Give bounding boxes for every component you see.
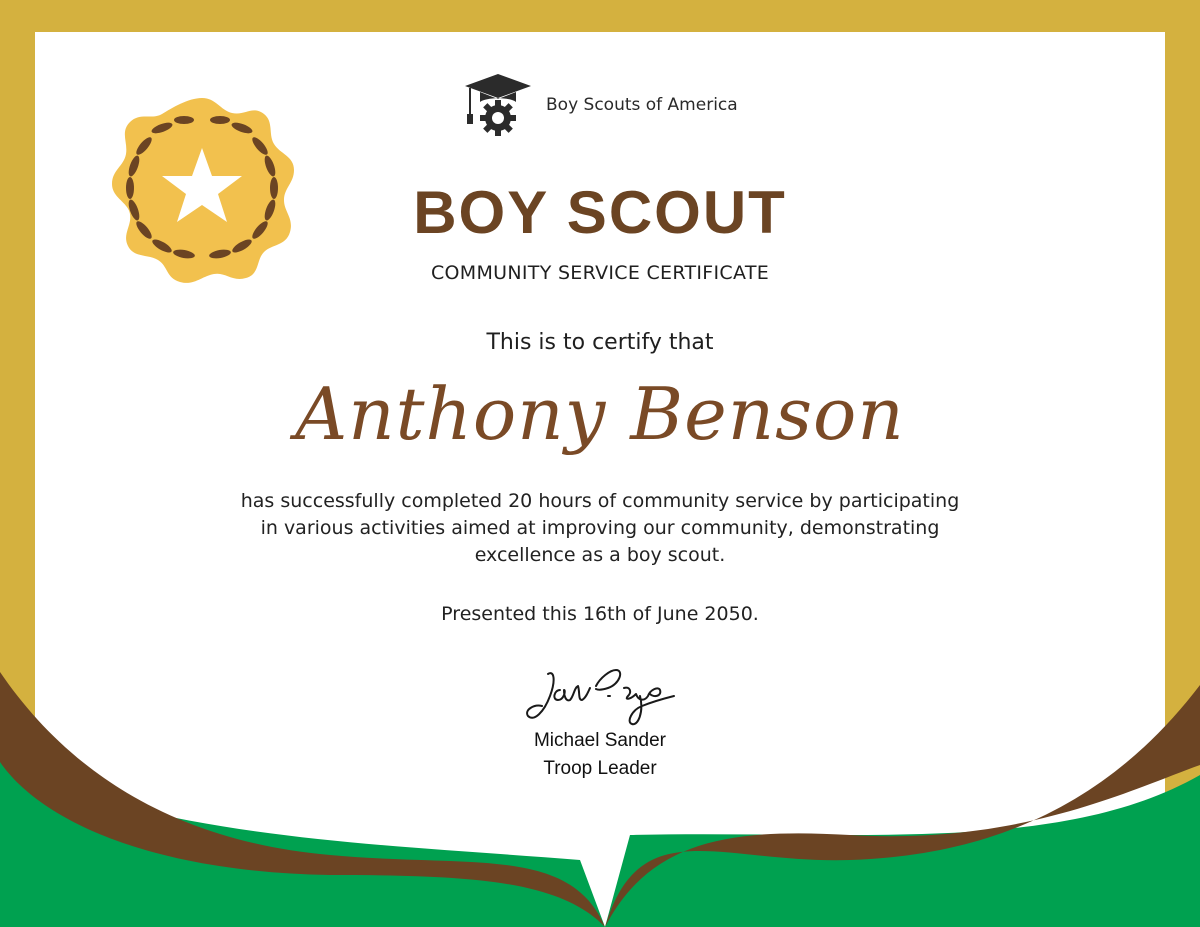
certify-line: This is to certify that [486, 330, 714, 355]
recipient-name: Anthony Benson [295, 372, 905, 456]
signer-title: Troop Leader [543, 758, 657, 779]
handwritten-signature [520, 656, 680, 736]
organization-header [462, 70, 738, 140]
graduation-cap-gear-icon [462, 70, 534, 140]
body-line-2: in various activities aimed at improving our community, demonstrating [260, 517, 940, 539]
certificate-title: BOY SCOUT [413, 179, 787, 246]
signer-block [0, 727, 1200, 783]
certificate-body [200, 488, 1000, 569]
signer-name: Michael Sander [533, 730, 667, 751]
body-line-1: has successfully completed 20 hours of community service by participating [240, 490, 960, 512]
certificate-subtitle: COMMUNITY SERVICE CERTIFICATE [430, 262, 770, 284]
body-line-3: excellence as a boy scout. [474, 544, 726, 566]
organization-name: Boy Scouts of America [546, 95, 738, 115]
presented-date: Presented this 16th of June 2050. [441, 603, 759, 625]
